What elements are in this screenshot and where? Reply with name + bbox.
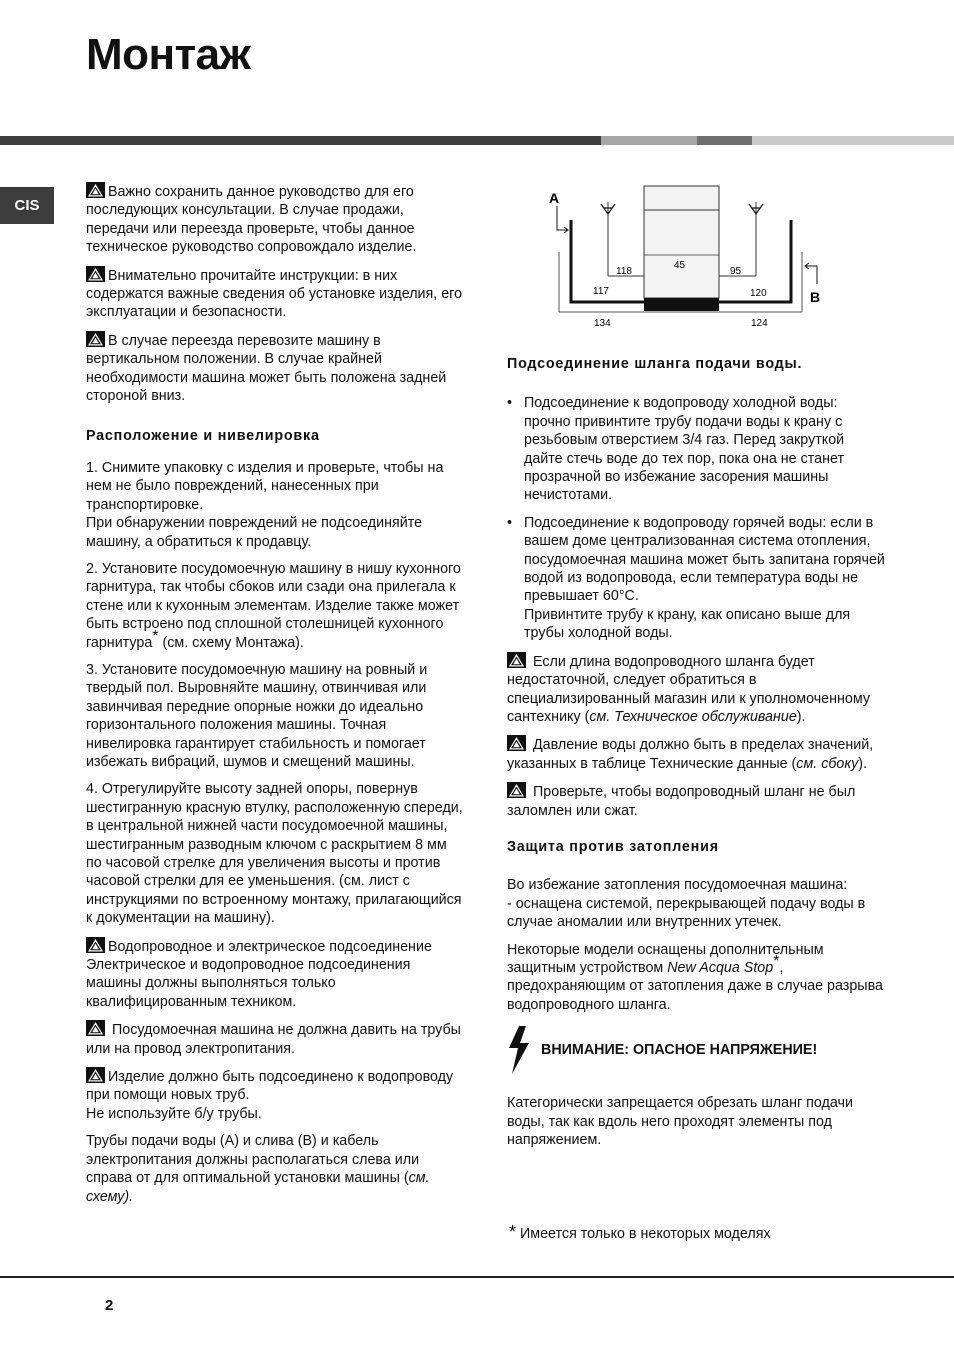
intro-text: Внимательно прочитайте инструкции: в них содержатся важные сведения об установке изделия, его эксплуатации и безопасности.	[86, 267, 463, 321]
page-number: 2	[105, 1297, 114, 1314]
footnote-star: *	[509, 1222, 517, 1242]
warning-icon	[86, 1067, 105, 1083]
flood-paragraph	[507, 941, 885, 1015]
pipes-italic: см. схему).	[86, 1170, 430, 1205]
dimension-label: 134	[594, 318, 611, 329]
step-text: (см. схему Монтажа).	[158, 634, 304, 651]
dimension-label: 117	[593, 286, 609, 297]
warning-text: ).	[796, 708, 806, 725]
intro-paragraph	[86, 331, 466, 406]
warning-italic: см. Техническое обслуживание	[589, 708, 797, 725]
flood-text: Во избежание затопления посудомоечная машина:	[507, 877, 848, 894]
connector-a	[557, 206, 567, 230]
footnote	[509, 1222, 771, 1243]
flood-text: - оснащена системой, перекрывающей подачу воды в случае аномалии или внутренних утечек.	[507, 895, 866, 931]
step-text: 1. Снимите упаковку с изделия и проверьте, чтобы на нем не было повреждений, нанесенных при транспортировке.	[86, 459, 444, 513]
danger-notice	[507, 1026, 885, 1074]
dimension-label: 120	[750, 288, 767, 299]
flood-paragraph	[507, 876, 885, 931]
warning-text: Посудомоечная машина не должна давить на трубы или на провод электропитания.	[86, 1022, 461, 1057]
pipes-text: Трубы подачи воды (А) и слива (В) и кабель электропитания должны располагаться слева или справа от для оптимальной установки машины (	[86, 1133, 420, 1187]
flood-text: Некоторые модели оснащены дополнительным защитным устройством	[507, 941, 824, 976]
top-bar-light	[752, 136, 954, 145]
warning-text: Проверьте, чтобы водопроводный шланг не был заломлен или сжат.	[507, 784, 856, 819]
warning-text: Давление воды должно быть в пределах значений, указанных в таблице Технические данные (	[507, 737, 874, 772]
step-paragraph	[86, 560, 466, 652]
lightning-bolt-icon	[507, 1026, 531, 1074]
list-item-text: Подсоединение к водопроводу горячей воды: если в вашем доме централизованная система отопления, посудомоечная машина может быть запитана горячей водой из водопровода, если температура воды не превышает 60°C.	[524, 514, 885, 605]
dimension-label: 45	[674, 260, 686, 271]
warning-icon	[86, 266, 105, 282]
step-paragraph	[86, 459, 466, 551]
list-item-text: Привинтите трубу к крану, как описано выше для трубы холодной воды.	[524, 606, 851, 642]
danger-text: ВНИМАНИЕ: ОПАСНОЕ НАПРЯЖЕНИЕ!	[541, 1041, 818, 1058]
intro-text: В случае переезда перевозите машину в вертикальном положении. В случае крайней необходимости машина может быть положена задней стороной вниз.	[86, 332, 447, 405]
section-heading: Защита против затопления	[507, 838, 719, 855]
cut-warning: Категорически запрещается обрезать шланг подачи воды, так как вдоль него проходят элементы под напряжением.	[507, 1095, 853, 1148]
footnote-star: *	[773, 953, 780, 971]
warning-icon	[86, 937, 105, 953]
warning-text: Водопроводное и электрическое подсоединение Электрическое и водопроводное подсоединения машины должны выполняться только квалифицированным техником.	[86, 938, 432, 1010]
label-a: A	[549, 190, 560, 206]
warning-text: Не используйте б/у трубы.	[86, 1105, 262, 1122]
warning-icon	[86, 1020, 105, 1036]
installation-diagram	[540, 180, 820, 332]
section-heading: Подсоединение шланга подачи воды.	[507, 356, 803, 372]
left-column	[86, 182, 466, 1215]
top-bar-mid	[601, 136, 697, 145]
dimension-label: 118	[616, 266, 632, 277]
warning-icon	[86, 182, 105, 198]
appliance-base	[644, 298, 719, 311]
top-bar-dark	[0, 136, 601, 145]
warning-paragraph	[86, 937, 466, 1012]
footnote-star: *	[152, 627, 159, 645]
warning-text: Если длина водопроводного шланга будет недостаточной, следует обратиться в специализированный магазин или к уполномоченному сантехнику (	[507, 653, 871, 725]
warning-paragraph	[86, 1020, 466, 1058]
bullet-list	[507, 394, 885, 642]
intro-paragraph	[86, 266, 466, 322]
dimension-label: 95	[730, 266, 742, 277]
warning-text: Изделие должно быть подсоединено к водопроводу при помощи новых труб.	[86, 1069, 454, 1104]
connector-b	[806, 266, 817, 284]
warning-icon	[507, 735, 526, 751]
step-paragraph: 4. Отрегулируйте высоту задней опоры, повернув шестигранную красную втулку, расположенную спереди, в центральной нижней части посудомоечной машины, шестигранным разводным ключом с раскрытием 8 мм по часовой стрелке для увеличения высоты и против часовой стрелки для ее уменьшения. (см. лист с инструкциями по встроенному монтажу, прилагающийся к документации на машину).	[86, 781, 463, 927]
warning-icon	[86, 331, 105, 347]
warning-text: ).	[858, 755, 867, 772]
warning-icon	[507, 782, 526, 798]
step-text: 2. Установите посудомоечную машину в нишу кухонного гарнитура, так чтобы сбоков или сзади она прилегала к стене или к кухонным элементам. Изделие также может быть встроено под сплошной столешницей кухонного гарнитура	[86, 560, 461, 651]
flood-text: , предохраняющим от затопления даже в случае разрыва водопроводного шланга.	[507, 959, 883, 1013]
warning-paragraph	[507, 782, 885, 820]
footnote-text: Имеется только в некоторых моделях	[520, 1226, 771, 1242]
bottom-rule	[0, 1276, 954, 1278]
right-column	[507, 355, 885, 1158]
step-paragraph: 3. Установите посудомоечную машину на ровный и твердый пол. Выровняйте машину, отвинчивая или завинчивая передние опорные ножки до идеально горизонтального положения машины. Точная нивелировка гарантирует стабильность и помогает избежать вибраций, шумов и смещений машины.	[86, 661, 428, 770]
warning-icon	[507, 652, 526, 668]
intro-text: Важно сохранить данное руководство для его последующих консультации. В случае продажи, передачи или переезда проверьте, чтобы данное техническое руководство сопровождало изделие.	[86, 184, 417, 256]
warning-italic: см. сбоку	[796, 755, 859, 772]
step-text: При обнаружении повреждений не подсоединяйте машину, а обратиться к продавцу.	[86, 515, 423, 550]
warning-paragraph	[86, 1067, 466, 1123]
intro-paragraph	[86, 182, 466, 257]
appliance-body	[644, 186, 719, 298]
top-bar-grey	[697, 136, 752, 145]
list-item: • Подсоединение к водопроводу холодной воды: прочно привинтите трубу подачи воды к крану с резьбовым отверстием 3/4 газ. Перед закруткой дайте стечь воде до тех пор, пока она не станет прозрачной во избежание засорения машины нечистотами.	[507, 394, 885, 504]
product-name: New Acqua Stop	[667, 959, 774, 976]
label-b: B	[810, 289, 820, 305]
dimension-label: 124	[751, 318, 768, 329]
language-tab: CIS	[0, 187, 54, 224]
pipes-paragraph	[86, 1132, 466, 1206]
section-heading: Расположение и нивелировка	[86, 428, 320, 445]
page-title: Монтаж	[86, 30, 251, 79]
list-item	[507, 514, 885, 643]
warning-paragraph	[507, 735, 885, 773]
warning-paragraph	[507, 652, 885, 727]
